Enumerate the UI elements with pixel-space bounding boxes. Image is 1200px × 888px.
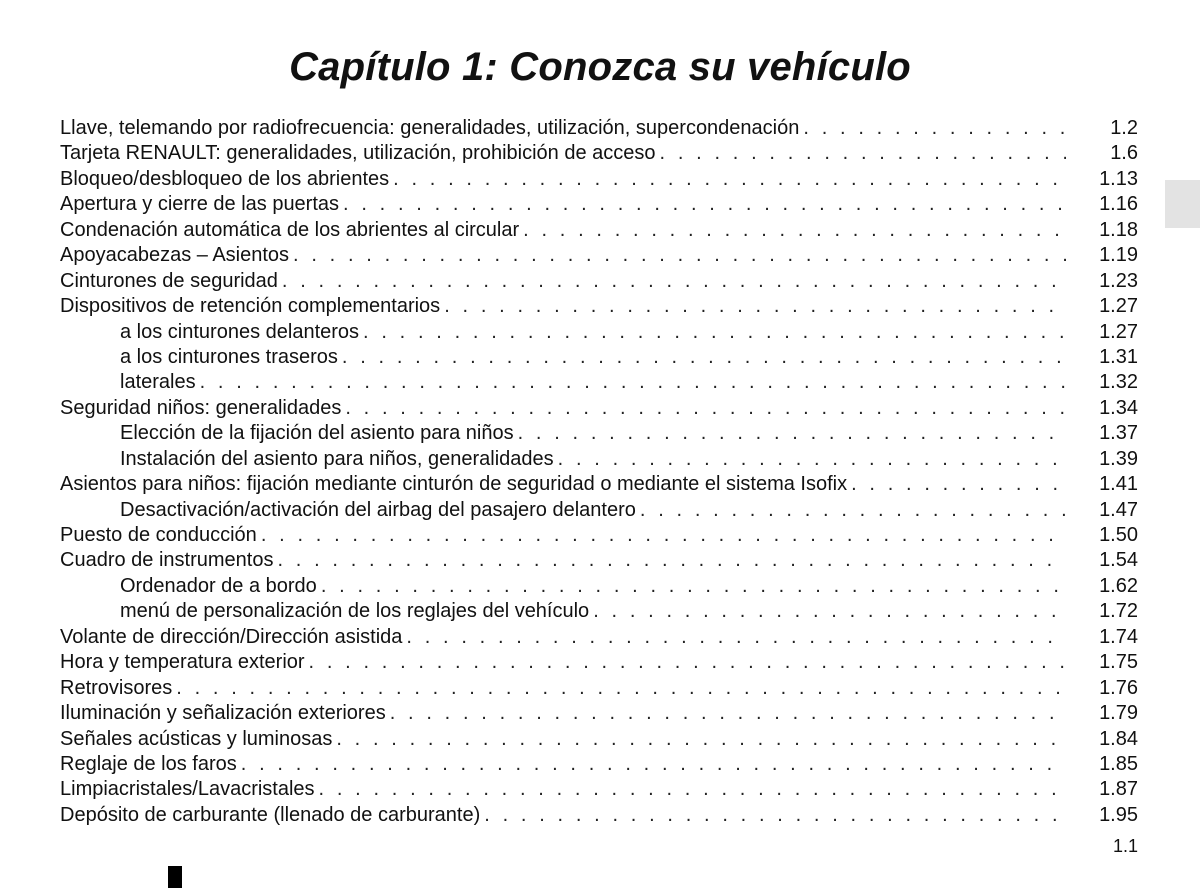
toc-entry-label: Apertura y cierre de las puertas (60, 193, 340, 216)
toc-entry-label: Cuadro de instrumentos (60, 549, 274, 572)
toc-dot-leader (640, 498, 1066, 523)
toc-entry[interactable] (60, 625, 1138, 650)
toc-dot-leader (523, 218, 1066, 243)
toc-entry[interactable] (60, 650, 1138, 675)
toc-entry-label: Asientos para niños: fijación mediante cinturón de seguridad o mediante el sistema Isofix (60, 473, 848, 496)
toc-entry-page: 1.75 (1099, 651, 1138, 674)
chapter-side-tab (1165, 180, 1200, 228)
toc-dot-leader (558, 447, 1066, 472)
toc-entry[interactable] (60, 472, 1138, 497)
toc-entry-label: Reglaje de los faros (60, 752, 237, 775)
toc-entry-label: Limpiacristales/Lavacristales (60, 778, 315, 801)
toc-subentry[interactable] (60, 320, 1138, 345)
toc-entry-page: 1.76 (1099, 676, 1138, 699)
toc-entry[interactable] (60, 167, 1138, 192)
toc-subentry[interactable] (60, 498, 1138, 523)
toc-dot-leader (851, 472, 1066, 497)
toc-dot-leader (282, 269, 1066, 294)
toc-dot-leader (293, 243, 1066, 268)
toc-entry-label: Tarjeta RENAULT: generalidades, utilización, prohibición de acceso (60, 142, 656, 165)
toc-dot-leader (444, 294, 1066, 319)
toc-subentry[interactable] (60, 421, 1138, 446)
toc-entry-label: Bloqueo/desbloqueo de los abrientes (60, 167, 390, 190)
toc-dot-leader (343, 192, 1066, 217)
toc-entry-page: 1.27 (1099, 320, 1138, 343)
toc-entry[interactable] (60, 141, 1138, 166)
toc-entry-page: 1.62 (1099, 574, 1138, 597)
toc-subentry[interactable] (60, 599, 1138, 624)
table-of-contents (60, 116, 1138, 828)
toc-entry-label: Llave, telemando por radiofrecuencia: generalidades, utilización, supercondenación (60, 117, 800, 139)
toc-entry-label: Instalación del asiento para niños, generalidades (120, 447, 554, 470)
toc-entry-label: Retrovisores (60, 676, 173, 699)
toc-subentry[interactable] (60, 345, 1138, 370)
print-crop-mark (168, 866, 182, 888)
toc-dot-leader (803, 116, 1066, 141)
toc-dot-leader (393, 167, 1066, 192)
toc-entry-label: laterales (120, 371, 196, 394)
toc-dot-leader (176, 676, 1066, 701)
toc-entry-label: Iluminación y señalización exteriores (60, 702, 386, 725)
toc-dot-leader (309, 650, 1066, 675)
toc-dot-leader (319, 777, 1066, 802)
toc-entry-page: 1.16 (1099, 193, 1138, 216)
toc-entry-label: Depósito de carburante (llenado de carburante) (60, 803, 481, 826)
toc-entry[interactable] (60, 727, 1138, 752)
toc-dot-leader (593, 599, 1066, 624)
toc-entry[interactable] (60, 752, 1138, 777)
toc-entry-label: Cinturones de seguridad (60, 269, 278, 292)
toc-subentry[interactable] (60, 574, 1138, 599)
toc-entry-page: 1.50 (1099, 524, 1138, 546)
toc-entry-page: 1.72 (1099, 600, 1138, 623)
toc-entry[interactable] (60, 803, 1138, 828)
toc-entry[interactable] (60, 523, 1138, 548)
toc-entry[interactable] (60, 218, 1138, 243)
toc-entry-page: 1.2 (1110, 117, 1138, 139)
toc-entry-page: 1.18 (1099, 218, 1138, 241)
toc-entry-page: 1.74 (1099, 625, 1138, 648)
toc-dot-leader (484, 803, 1066, 828)
toc-entry-page: 1.34 (1099, 396, 1138, 419)
toc-entry[interactable] (60, 396, 1138, 421)
toc-dot-leader (345, 396, 1066, 421)
toc-entry-page: 1.54 (1099, 549, 1138, 572)
toc-dot-leader (363, 320, 1066, 345)
toc-dot-leader (406, 625, 1066, 650)
toc-dot-leader (261, 523, 1066, 548)
toc-subentry[interactable] (60, 447, 1138, 472)
toc-entry-page: 1.47 (1099, 498, 1138, 521)
toc-entry[interactable] (60, 116, 1138, 141)
toc-entry-label: Apoyacabezas – Asientos (60, 244, 290, 267)
toc-dot-leader (518, 421, 1066, 446)
chapter-title: Capítulo 1: Conozca su vehículo (289, 44, 911, 89)
toc-entry-label: menú de personalización de los reglajes del vehículo (120, 600, 590, 623)
toc-dot-leader (660, 141, 1066, 166)
toc-entry-label: Desactivación/activación del airbag del pasajero delantero (120, 498, 636, 521)
toc-entry-page: 1.19 (1099, 244, 1138, 267)
toc-entry[interactable] (60, 701, 1138, 726)
page-number: 1.1 (1112, 836, 1138, 856)
toc-subentry[interactable] (60, 370, 1138, 395)
toc-entry-page: 1.85 (1099, 752, 1138, 775)
toc-entry-label: Condenación automática de los abrientes al circular (60, 218, 520, 241)
toc-entry-label: Seguridad niños: generalidades (60, 396, 342, 419)
toc-entry-page: 1.27 (1099, 295, 1138, 318)
toc-entry[interactable] (60, 192, 1138, 217)
toc-entry-page: 1.84 (1099, 727, 1138, 750)
toc-dot-leader (336, 727, 1066, 752)
toc-entry-page: 1.79 (1099, 702, 1138, 725)
toc-dot-leader (200, 370, 1066, 395)
toc-entry-label: Volante de dirección/Dirección asistida (60, 625, 403, 648)
toc-entry-label: a los cinturones traseros (120, 345, 338, 368)
toc-entry-label: a los cinturones delanteros (120, 320, 360, 343)
toc-entry-label: Hora y temperatura exterior (60, 651, 305, 674)
toc-entry[interactable] (60, 269, 1138, 294)
toc-entry-page: 1.31 (1099, 345, 1138, 368)
toc-dot-leader (342, 345, 1066, 370)
toc-entry[interactable] (60, 243, 1138, 268)
toc-dot-leader (390, 701, 1066, 726)
toc-dot-leader (241, 752, 1066, 777)
toc-dot-leader (277, 548, 1066, 573)
toc-entry-page: 1.23 (1099, 269, 1138, 292)
toc-entry[interactable] (60, 548, 1138, 573)
toc-entry-page: 1.6 (1110, 142, 1138, 165)
toc-entry-page: 1.39 (1099, 447, 1138, 470)
toc-entry-page: 1.87 (1099, 778, 1138, 801)
toc-entry[interactable] (60, 676, 1138, 701)
toc-entry-label: Dispositivos de retención complementarios (60, 295, 441, 318)
toc-entry-label: Puesto de conducción (60, 524, 257, 546)
toc-entry[interactable] (60, 777, 1138, 802)
toc-entry-page: 1.37 (1099, 422, 1138, 445)
toc-entry-page: 1.41 (1099, 473, 1138, 496)
toc-entry-label: Ordenador de a bordo (120, 574, 317, 597)
toc-entry[interactable] (60, 294, 1138, 319)
toc-dot-leader (321, 574, 1066, 599)
toc-entry-page: 1.13 (1099, 167, 1138, 190)
toc-entry-label: Elección de la fijación del asiento para niños (120, 422, 514, 445)
toc-entry-page: 1.32 (1099, 371, 1138, 394)
toc-entry-page: 1.95 (1099, 803, 1138, 826)
toc-entry-label: Señales acústicas y luminosas (60, 727, 333, 750)
